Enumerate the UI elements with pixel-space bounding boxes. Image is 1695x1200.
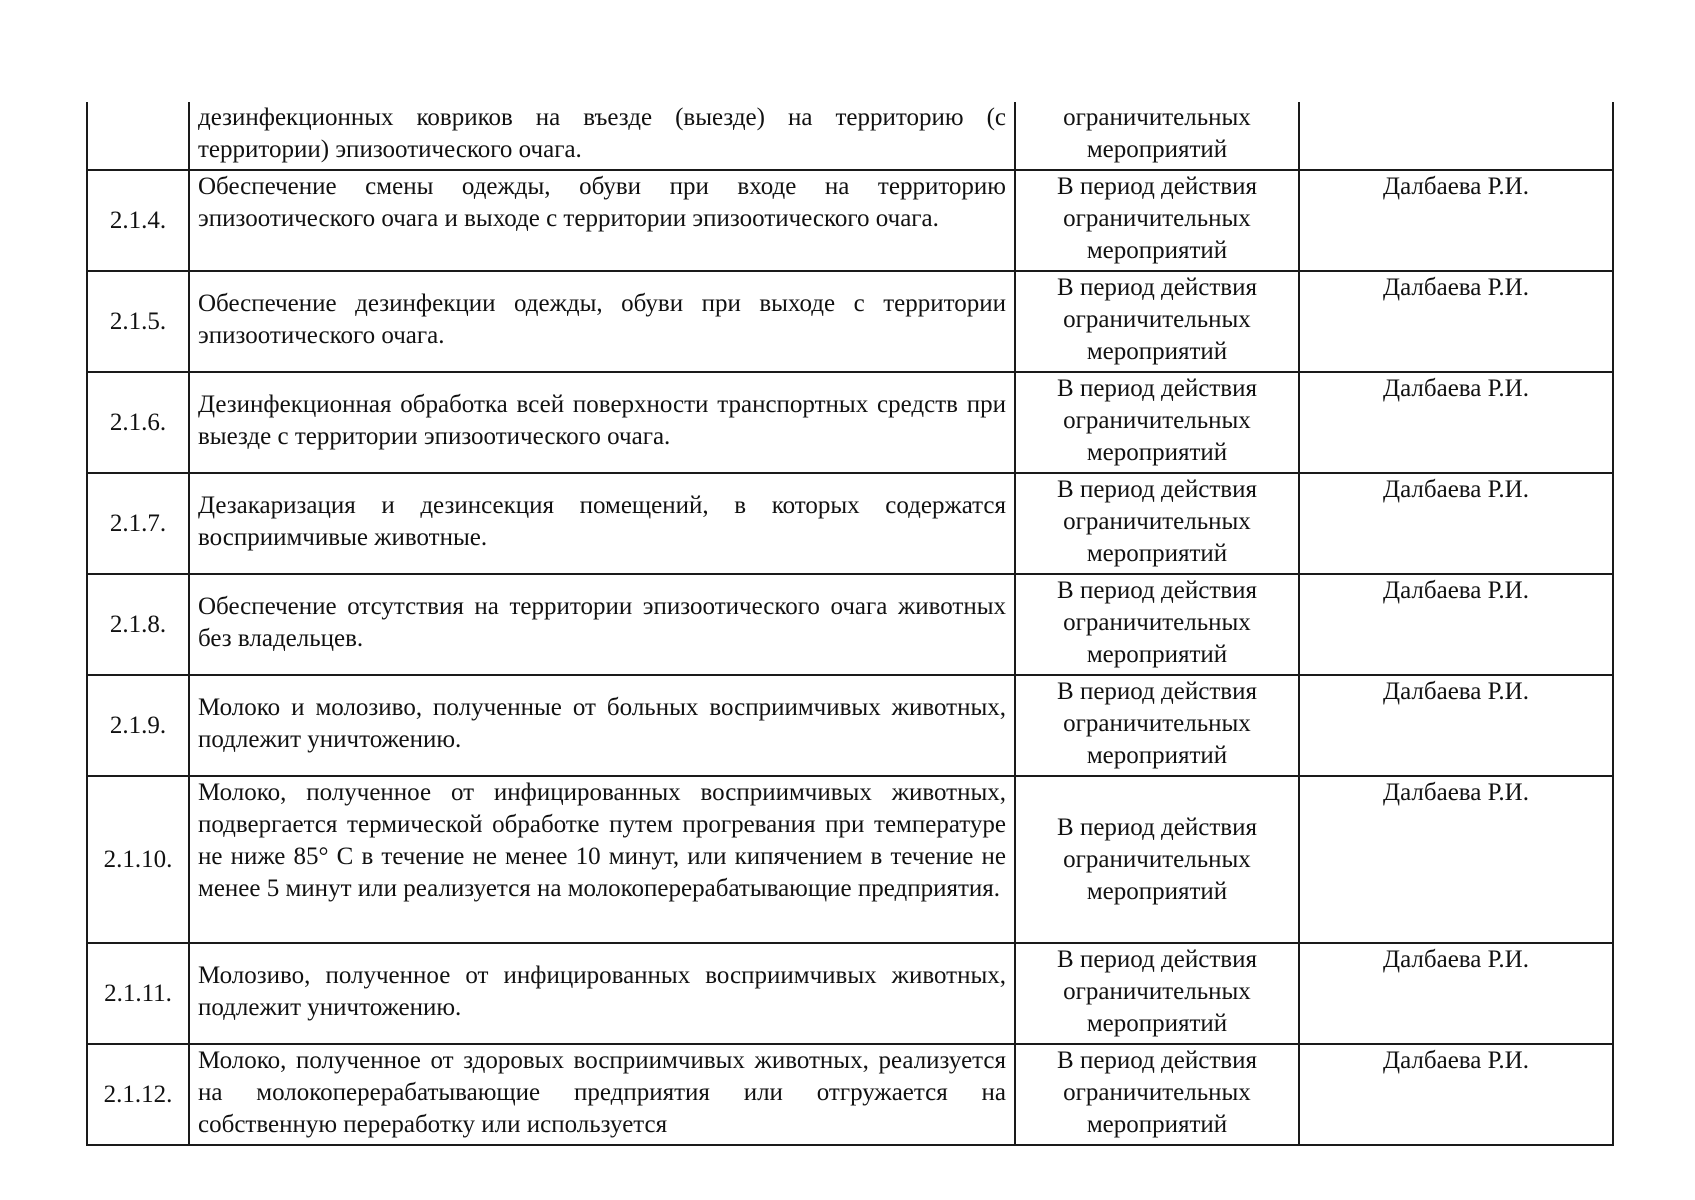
table-row (87, 574, 1613, 675)
table-row (87, 170, 1613, 271)
table-row (87, 943, 1613, 1044)
responsible-person: Далбаева Р.И. (1299, 776, 1613, 943)
term-text: В период действия ограничительных мероприятий (1015, 473, 1299, 574)
table-row (87, 675, 1613, 776)
item-number: 2.1.8. (87, 574, 189, 675)
term-text: В период действия ограничительных мероприятий (1015, 372, 1299, 473)
table-row (87, 776, 1613, 943)
item-number: 2.1.6. (87, 372, 189, 473)
activity-text: дезинфекционных ковриков на въезде (выезде) на территорию (с территории) эпизоотического очага. (189, 102, 1015, 170)
item-number (87, 102, 189, 170)
responsible-person: Далбаева Р.И. (1299, 943, 1613, 1044)
item-number: 2.1.5. (87, 271, 189, 372)
responsible-person (1299, 102, 1613, 170)
item-number: 2.1.11. (87, 943, 189, 1044)
term-text: В период действия ограничительных мероприятий (1015, 574, 1299, 675)
term-text: В период действия ограничительных мероприятий (1015, 170, 1299, 271)
term-text: В период действия ограничительных мероприятий (1015, 943, 1299, 1044)
activity-text: Обеспечение смены одежды, обуви при входе на территорию эпизоотического очага и выходе с территории эпизоотического очага. (189, 170, 1015, 271)
responsible-person: Далбаева Р.И. (1299, 574, 1613, 675)
term-text: В период действия ограничительных мероприятий (1015, 776, 1299, 943)
item-number: 2.1.4. (87, 170, 189, 271)
responsible-person: Далбаева Р.И. (1299, 271, 1613, 372)
term-text: В период действия ограничительных мероприятий (1015, 271, 1299, 372)
activity-text: Дезакаризация и дезинсекция помещений, в которых содержатся восприимчивые животные. (189, 473, 1015, 574)
item-number: 2.1.12. (87, 1044, 189, 1145)
term-text: В период действия ограничительных мероприятий (1015, 1044, 1299, 1145)
term-text: ограничительных мероприятий (1015, 102, 1299, 170)
table-row (87, 102, 1613, 170)
responsible-person: Далбаева Р.И. (1299, 675, 1613, 776)
item-number: 2.1.10. (87, 776, 189, 943)
responsible-person: Далбаева Р.И. (1299, 372, 1613, 473)
activity-text: Молоко и молозиво, полученные от больных восприимчивых животных, подлежит уничтожению. (189, 675, 1015, 776)
measures-table (86, 102, 1614, 1146)
responsible-person: Далбаева Р.И. (1299, 1044, 1613, 1145)
term-text: В период действия ограничительных мероприятий (1015, 675, 1299, 776)
table-row (87, 372, 1613, 473)
activity-text: Молозиво, полученное от инфицированных восприимчивых животных, подлежит уничтожению. (189, 943, 1015, 1044)
activity-text: Молоко, полученное от инфицированных восприимчивых животных, подвергается термической обработке путем прогревания при температуре не ниже 85° С в течение не менее 10 минут, или кипячением в течение не менее 5 минут или реализуется на молокоперерабатывающие предприятия. (189, 776, 1015, 943)
responsible-person: Далбаева Р.И. (1299, 170, 1613, 271)
table-row (87, 473, 1613, 574)
table-row (87, 271, 1613, 372)
activity-text: Обеспечение отсутствия на территории эпизоотического очага животных без владельцев. (189, 574, 1015, 675)
item-number: 2.1.9. (87, 675, 189, 776)
activity-text: Дезинфекционная обработка всей поверхности транспортных средств при выезде с территории эпизоотического очага. (189, 372, 1015, 473)
item-number: 2.1.7. (87, 473, 189, 574)
table-row (87, 1044, 1613, 1145)
activity-text: Молоко, полученное от здоровых восприимчивых животных, реализуется на молокоперерабатывающие предприятия или отгружается на собственную переработку или используется (189, 1044, 1015, 1145)
responsible-person: Далбаева Р.И. (1299, 473, 1613, 574)
activity-text: Обеспечение дезинфекции одежды, обуви при выходе с территории эпизоотического очага. (189, 271, 1015, 372)
